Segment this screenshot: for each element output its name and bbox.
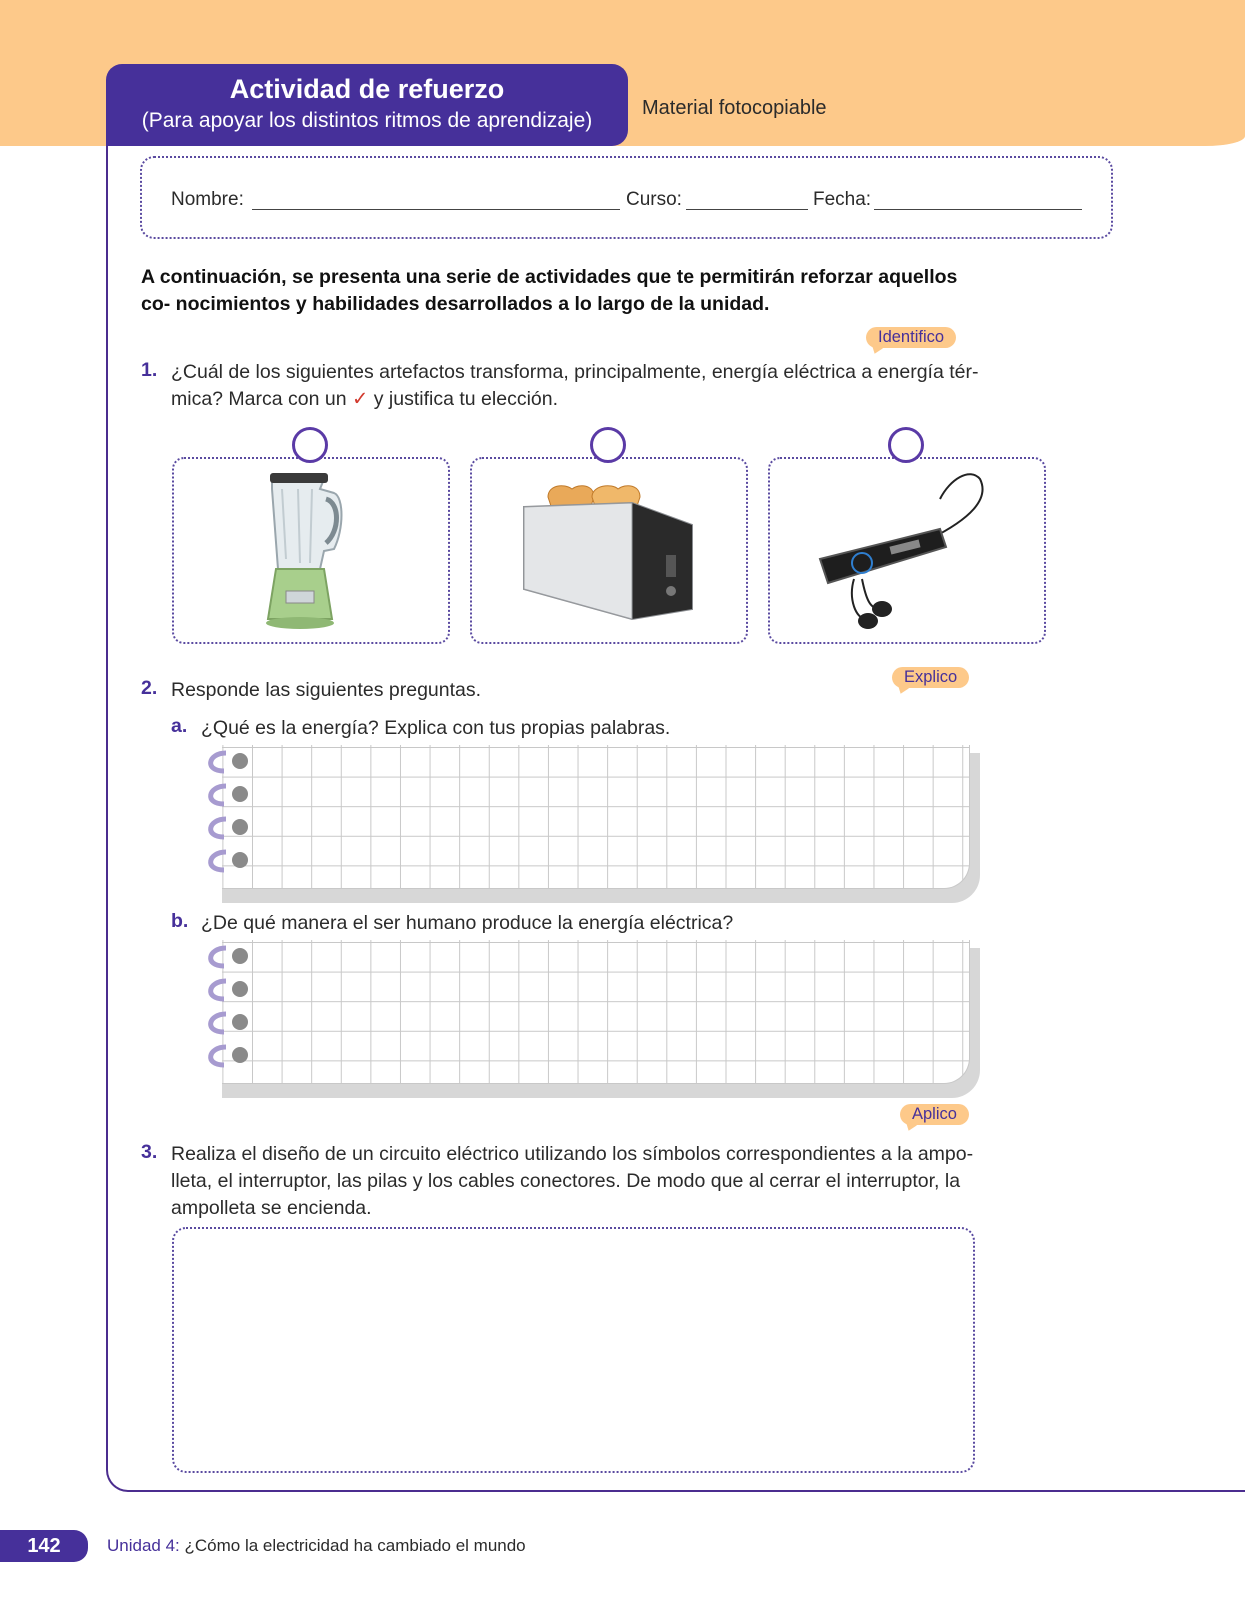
option-blender-box: [172, 457, 450, 644]
ring-icon: [200, 944, 252, 970]
intro-text: A continuación, se presenta una serie de actividades que te permitirán reforzar aquellos co- nocimientos y habilidades desarrollados a lo largo de la unidad.: [141, 266, 958, 315]
page-title: Actividad de refuerzo: [229, 74, 505, 104]
q1-text: [171, 359, 991, 413]
circuit-drawing-area[interactable]: [172, 1227, 975, 1473]
course-label: Curso:: [626, 189, 682, 210]
ring-icon: [200, 749, 252, 775]
option-toaster-radio[interactable]: [590, 427, 626, 463]
ring-icon: [200, 977, 252, 1003]
q3-line2: lleta, el interruptor, las pilas y los cables conectores. De modo que al cerrar el interruptor, la: [171, 1170, 961, 1192]
page-number: 142: [0, 1530, 88, 1562]
name-label: Nombre:: [171, 189, 244, 210]
option-toaster-box: [470, 457, 748, 644]
ring-icon: [200, 782, 252, 808]
check-mark-icon: ✓: [352, 388, 369, 410]
title-tab: [106, 64, 628, 146]
q1-line1: ¿Cuál de los siguientes artefactos transforma, principalmente, energía eléctrica a energía tér-: [171, 361, 979, 383]
q2b-label: b.: [171, 910, 189, 932]
tag-identifico: Identifico: [866, 327, 956, 348]
ring-icon: [200, 815, 252, 841]
mp3-player-icon: [770, 459, 1044, 642]
q3-line3: ampolleta se encienda.: [171, 1197, 372, 1219]
page-subtitle: (Para apoyar los distintos ritmos de aprendizaje): [141, 109, 593, 132]
course-field[interactable]: [686, 209, 808, 210]
notebook-answer-a[interactable]: [200, 745, 980, 905]
q2-number: 2.: [141, 677, 158, 699]
tag-explico: Explico: [892, 667, 969, 688]
q2b-text: ¿De qué manera el ser humano produce la energía eléctrica?: [201, 912, 734, 934]
photocopy-label: Material fotocopiable: [642, 97, 827, 119]
option-blender-radio[interactable]: [292, 427, 328, 463]
q3-text: [171, 1141, 991, 1222]
tag-aplico: Aplico: [900, 1104, 969, 1125]
q2-text: Responde las siguientes preguntas.: [171, 679, 482, 701]
notebook-answer-b[interactable]: [200, 940, 980, 1100]
footer-unit-title: [107, 1536, 526, 1556]
toaster-icon: [472, 459, 746, 642]
date-field[interactable]: [874, 209, 1082, 210]
grid-paper[interactable]: [222, 745, 970, 889]
option-mp3-radio[interactable]: [888, 427, 924, 463]
q1-line2-start: mica? Marca con un: [171, 388, 347, 410]
q2a-label: a.: [171, 715, 188, 737]
q1-number: 1.: [141, 359, 158, 381]
option-mp3-box: [768, 457, 1046, 644]
q2a-text: ¿Qué es la energía? Explica con tus propias palabras.: [201, 717, 671, 739]
q3-number: 3.: [141, 1141, 158, 1163]
grid-paper[interactable]: [222, 940, 970, 1084]
unit-title: ¿Cómo la electricidad ha cambiado el mundo: [184, 1536, 526, 1555]
ring-icon: [200, 1043, 252, 1069]
name-field[interactable]: [252, 209, 620, 210]
q1-line2-end: y justifica tu elección.: [373, 388, 559, 410]
date-label: Fecha:: [813, 189, 872, 210]
ring-icon: [200, 1010, 252, 1036]
unit-label: Unidad 4:: [107, 1536, 180, 1555]
blender-icon: [174, 459, 448, 642]
q3-line1: Realiza el diseño de un circuito eléctrico utilizando los símbolos correspondientes a la ampo-: [171, 1143, 974, 1165]
ring-icon: [200, 848, 252, 874]
